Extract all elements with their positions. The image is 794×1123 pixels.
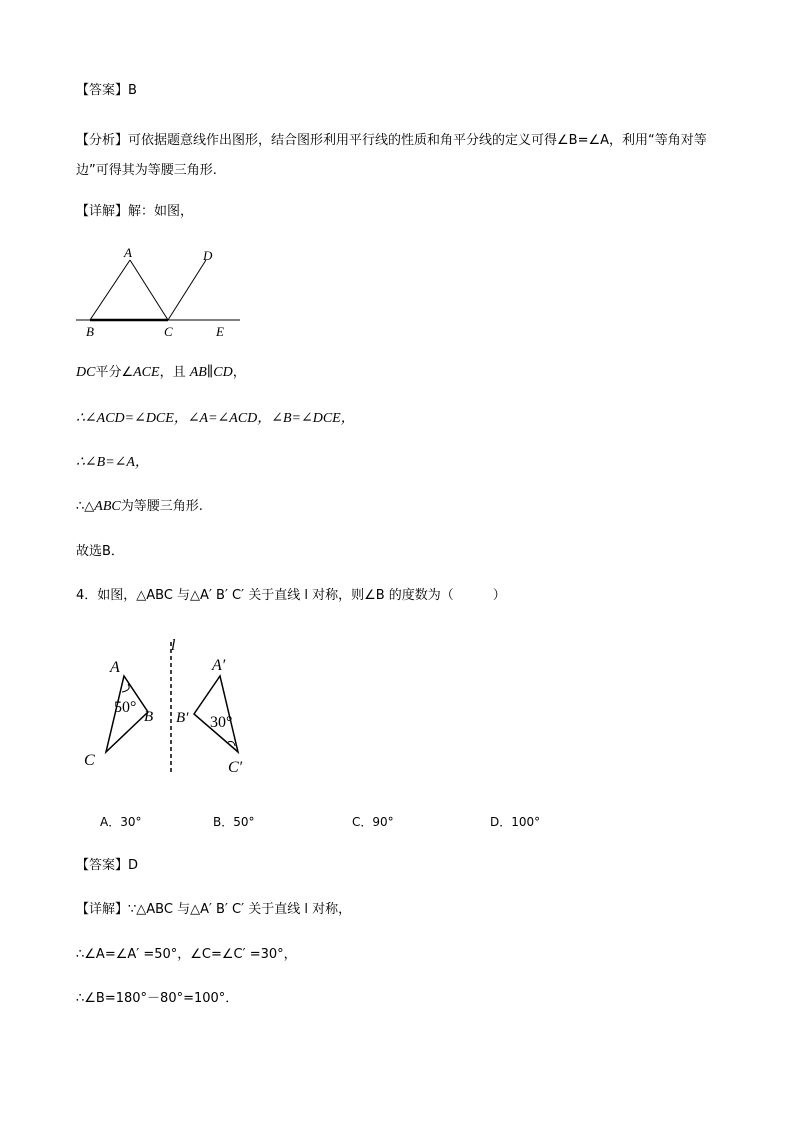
detail-text-2: ∵△ABC 与△A′ B′ C′ 关于直线 l 对称，	[128, 902, 352, 917]
label-d: D	[203, 248, 213, 263]
detail-label-1: 【详解】	[76, 204, 129, 219]
question-4: 4．如图，△ABC 与△A′ B′ C′ 关于直线 l 对称，则∠B 的度数为（ ）	[76, 588, 506, 603]
step1-e: ，	[232, 365, 246, 380]
label-left-c: C	[84, 752, 95, 769]
option-a: A．30°	[100, 815, 142, 829]
step-line-5: ∴∠A=∠A′ =50°，∠C=∠C′ =30°，	[76, 947, 297, 962]
step4-c: 为等腰三角形.	[120, 499, 203, 514]
angle-right: 30°	[210, 714, 233, 731]
option-d: D．100°	[490, 815, 541, 829]
label-right-c: C′	[228, 759, 243, 776]
segment-ac	[130, 260, 168, 320]
angle-a-arc	[122, 684, 129, 692]
label-e: E	[216, 324, 224, 339]
answer-line-1: 【答案】B	[76, 83, 137, 98]
detail-line-1	[76, 203, 193, 221]
label-left-a: A	[110, 659, 120, 676]
label-c: C	[164, 324, 173, 339]
step-line-1	[76, 364, 246, 382]
segment-cd	[168, 260, 206, 320]
figure-parallel-triangle	[70, 240, 250, 345]
detail-line-2	[76, 901, 351, 919]
detail-text-1: 解：如图，	[128, 204, 194, 219]
label-right-a: A′	[212, 657, 226, 674]
step4-b: ABC	[94, 499, 121, 514]
detail-label-2: 【详解】	[76, 902, 129, 917]
segment-ab	[90, 260, 130, 320]
label-b: B	[86, 324, 94, 339]
angle-left: 50°	[114, 699, 137, 716]
step-line-2: ∴∠ACD=∠DCE，∠A=∠ACD，∠B=∠DCE，	[76, 411, 355, 426]
label-right-b: B′	[176, 710, 189, 726]
analysis-label: 【分析】	[76, 133, 129, 148]
step-line-4	[76, 498, 203, 516]
analysis-text: 可依据题意线作出图形，结合图形利用平行线的性质和角平分线的定义可得∠B=∠A，利用“等角对等边”可得其为等腰三角形.	[76, 133, 707, 178]
step4-a: ∴△	[76, 499, 95, 514]
figure-symmetric-triangles	[78, 634, 278, 780]
label-left-b: B	[144, 709, 154, 725]
analysis-paragraph	[76, 126, 726, 186]
answer-line-2: 【答案】D	[76, 858, 139, 873]
option-c: C．90°	[352, 815, 394, 829]
step1-prefix: DC	[76, 365, 96, 380]
option-b: B．50°	[213, 815, 255, 829]
step1-a: 平分∠	[95, 365, 134, 380]
step-line-3: ∴∠B=∠A，	[76, 455, 149, 470]
step-line-6: ∴∠B=180°－80°=100°．	[76, 991, 239, 1006]
label-a: A	[124, 245, 132, 260]
step1-c: ，且	[159, 365, 190, 380]
step1-b: ACE	[133, 365, 160, 380]
choose-line-1: 故选B．	[76, 544, 124, 559]
step1-d: AB∥CD	[189, 365, 233, 380]
line-label: l	[171, 637, 176, 654]
